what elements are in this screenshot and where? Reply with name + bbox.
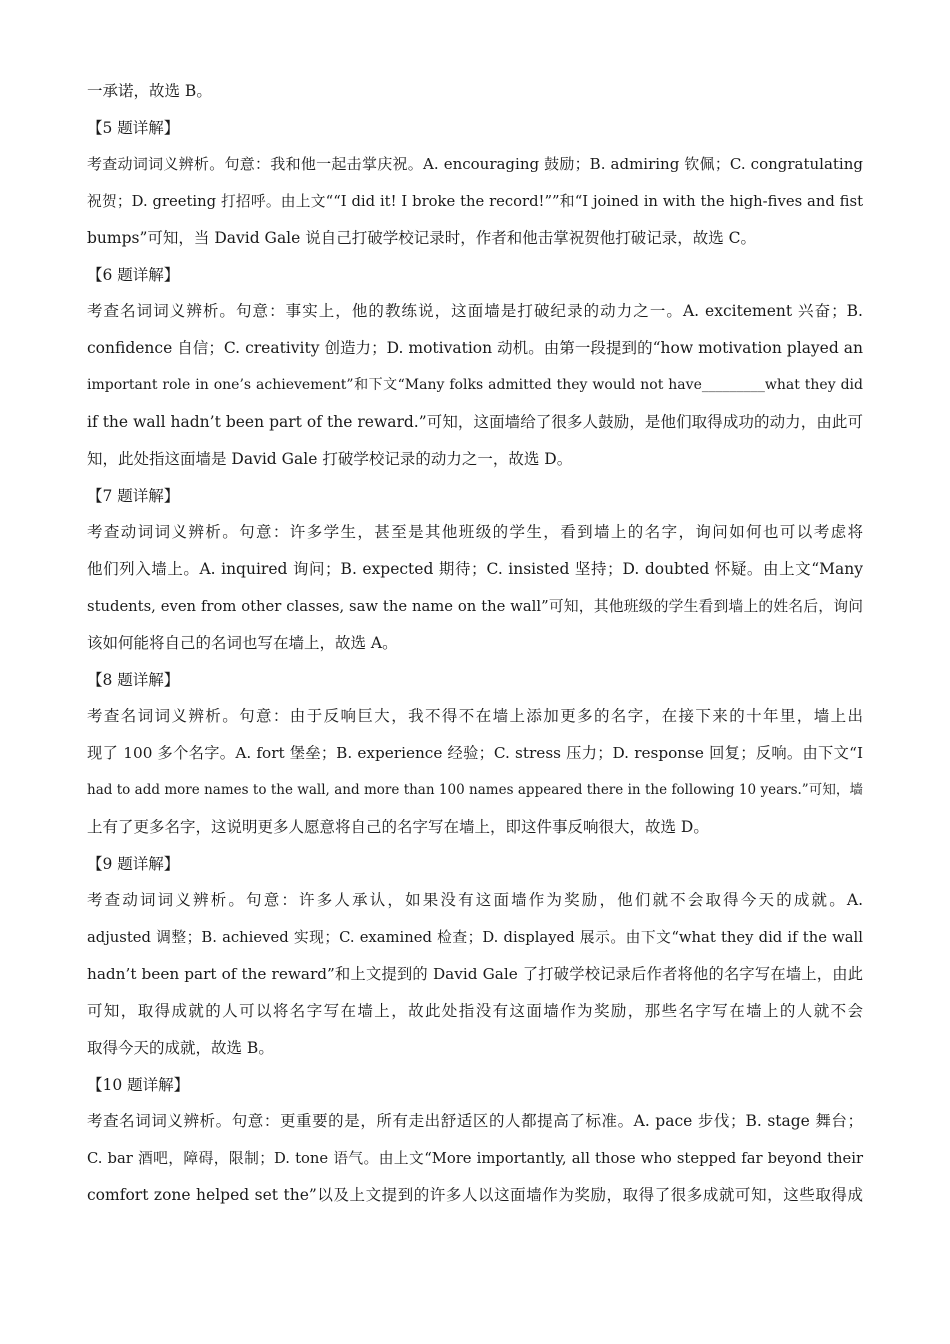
question-heading: 【5 题详解】 (87, 119, 180, 137)
paragraph-line: students, even from other classes, saw the name on the wall”可知，其他班级的学生看到墙上的姓名后，询问 (87, 598, 863, 615)
paragraph-line: adjusted 调整；B. achieved 实现；C. examined 检查；D. displayed 展示。由下文“what they did if the wall (87, 929, 863, 946)
paragraph-line: comfort zone helped set the”以及上文提到的许多人以这面墙作为奖励，取得了很多成就可知，这些取得成 (87, 1186, 863, 1204)
paragraph-line: 考查名词词义辨析。句意：更重要的是，所有走出舒适区的人都提高了标准。A. pace 步伐；B. stage 舞台； (87, 1112, 863, 1130)
paragraph-line: had to add more names to the wall, and more than 100 names appeared there in the following 10 years.”可知，墙 (87, 782, 863, 798)
question-heading: 【7 题详解】 (87, 487, 180, 505)
paragraph-line: 现了 100 多个名字。A. fort 堡垒；B. experience 经验；C. stress 压力；D. response 回复；反响。由下文“I (87, 744, 863, 762)
answer-block-8 (87, 662, 863, 846)
paragraph-line: 考查动词词义辨析。句意：许多人承认，如果没有这面墙作为奖励，他们就不会取得今天的成就。A. (87, 891, 863, 909)
question-heading: 【6 题详解】 (87, 266, 180, 284)
answer-block-7 (87, 478, 863, 662)
paragraph-line: 知，此处指这面墙是 David Gale 打破学校记录的动力之一，故选 D。 (87, 450, 573, 468)
paragraph-line: 取得今天的成就，故选 B。 (87, 1039, 274, 1057)
paragraph-line: 考查名词词义辨析。句意：事实上，他的教练说，这面墙是打破纪录的动力之一。A. excitement 兴奋；B. (87, 302, 863, 320)
answer-block-5 (87, 110, 863, 257)
paragraph-line: 可知，取得成就的人可以将名字写在墙上，故此处指没有这面墙作为奖励，那些名字写在墙上的人就不会 (87, 1002, 863, 1020)
question-heading: 【10 题详解】 (87, 1076, 190, 1094)
question-heading: 【9 题详解】 (87, 855, 180, 873)
paragraph-line: confidence 自信；C. creativity 创造力；D. motivation 动机。由第一段提到的“how motivation played an (87, 339, 863, 357)
answer-block-10 (87, 1067, 863, 1214)
document-body (87, 73, 863, 1214)
paragraph-line: 考查动词词义辨析。句意：许多学生，甚至是其他班级的学生，看到墙上的名字，询问如何也可以考虑将 (87, 523, 863, 541)
paragraph-line: bumps”可知，当 David Gale 说自己打破学校记录时，作者和他击掌祝贺他打破记录，故选 C。 (87, 229, 757, 247)
paragraph-line: if the wall hadn’t been part of the reward.”可知，这面墙给了很多人鼓励，是他们取得成功的动力，由此可 (87, 413, 863, 431)
paragraph-line: 该如何能将自己的名词也写在墙上，故选 A。 (87, 634, 398, 652)
paragraph-line: hadn’t been part of the reward”和上文提到的 David Gale 了打破学校记录后作者将他的名字写在墙上，由此 (87, 965, 863, 983)
paragraph-line: important role in one’s achievement”和下文“Many folks admitted they would not have_________what they did (87, 377, 863, 393)
paragraph-line: 考查名词词义辨析。句意：由于反响巨大，我不得不在墙上添加更多的名字，在接下来的十年里，墙上出 (87, 707, 863, 725)
paragraph-line: C. bar 酒吧，障碍，限制；D. tone 语气。由上文“More importantly, all those who stepped far beyond their (87, 1150, 863, 1167)
answer-block-4-tail (87, 73, 863, 110)
paragraph-line: 他们列入墙上。A. inquired 询问；B. expected 期待；C. insisted 坚持；D. doubted 怀疑。由上文“Many (87, 560, 863, 578)
answer-block-6 (87, 257, 863, 478)
paragraph-line: 祝贺；D. greeting 打招呼。由上文““I did it! I broke the record!””和“I joined in with the high-fives and fist (87, 193, 863, 210)
answer-block-9 (87, 846, 863, 1067)
paragraph-line: 一承诺，故选 B。 (87, 82, 212, 100)
paragraph-line: 考查动词词义辨析。句意：我和他一起击掌庆祝。A. encouraging 鼓励；B. admiring 钦佩；C. congratulating (87, 155, 863, 173)
paragraph-line: 上有了更多名字，这说明更多人愿意将自己的名字写在墙上，即这件事反响很大，故选 D。 (87, 818, 709, 836)
question-heading: 【8 题详解】 (87, 671, 180, 689)
